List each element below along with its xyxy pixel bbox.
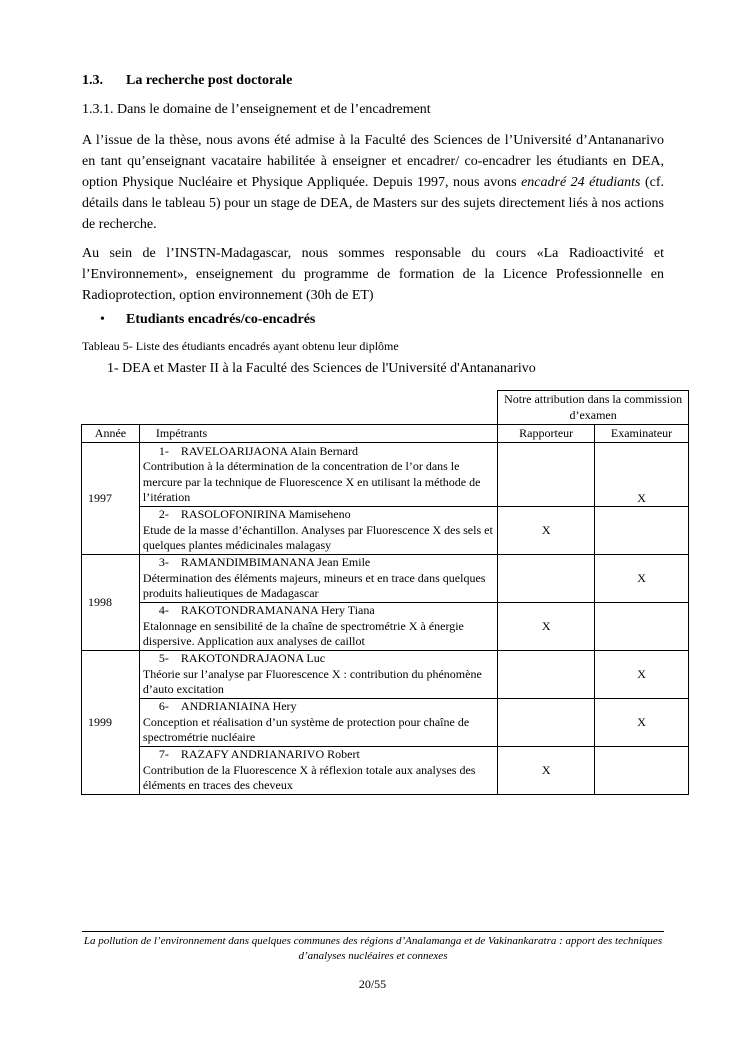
thesis-title: Etude de la masse d’échantillon. Analyses par Fluorescence X des sels et quelques plantes médicinales malagasy — [142, 522, 493, 553]
student-number: 4- — [158, 603, 169, 618]
bullet-item — [100, 312, 315, 328]
table-row — [82, 507, 689, 555]
student-name: RAKOTONDRAMANANA Hery Tiana — [180, 603, 375, 618]
thesis-title: Contribution à la détermination de la concentration de l’or dans le mercure par la technique de Fluorescence X en utilisant la méthode de l’itération — [142, 459, 481, 504]
examinateur-mark — [595, 747, 689, 795]
examinateur-mark: X — [595, 699, 689, 747]
examinateur-mark — [595, 603, 689, 651]
student-cell — [139, 699, 497, 747]
year-cell: 1998 — [82, 555, 140, 651]
rapporteur-mark — [498, 699, 595, 747]
students-table — [81, 390, 689, 795]
rapporteur-mark: X — [498, 747, 595, 795]
student-cell — [139, 555, 497, 603]
student-number: 2- — [158, 507, 169, 522]
student-name: RAVELOARIJAONA Alain Bernard — [180, 443, 359, 458]
examinateur-mark — [595, 507, 689, 555]
table-row — [82, 555, 689, 603]
paragraph-teaching-start: A l’issue de la thèse, nous avons été admise à la Faculté des Sciences de l’Université d’Antananarivo en tant qu’enseignant vacataire habilitée à enseigner et encadrer/ co-encadrer les étudiants en DEA, option Physique Nucléaire et Physique Appliquée. Depuis 1997, nous avons — [82, 133, 664, 190]
rapporteur-mark — [498, 443, 595, 507]
header-examinateur: Examinateur — [595, 425, 689, 443]
header-rapporteur: Rapporteur — [498, 425, 595, 443]
header-year: Année — [82, 425, 140, 443]
student-number: 7- — [158, 747, 169, 762]
table-row — [82, 747, 689, 795]
table-row — [82, 651, 689, 699]
student-cell — [139, 747, 497, 795]
section-number: 1.3. — [82, 73, 103, 88]
examinateur-mark: X — [595, 443, 689, 507]
student-cell — [139, 507, 497, 555]
thesis-title: Contribution de la Fluorescence X à réflexion totale aux analyses des éléments en traces des cheveux — [142, 762, 476, 793]
table-group-header-row — [82, 391, 689, 425]
rapporteur-mark: X — [498, 603, 595, 651]
page-number: 20/55 — [358, 977, 387, 991]
student-number: 6- — [158, 699, 169, 714]
table-row — [82, 603, 689, 651]
student-cell — [139, 603, 497, 651]
student-number: 3- — [158, 555, 169, 570]
student-name: RAMANDIMBIMANANA Jean Emile — [180, 555, 371, 570]
table-row — [82, 699, 689, 747]
thesis-title: Théorie sur l’analyse par Fluorescence X : contribution du phénomène d’auto excitation — [142, 666, 482, 697]
list-heading: 1- DEA et Master II à la Faculté des Sciences de l'Université d'Antananarivo — [107, 361, 536, 376]
student-name: ANDRIANIAINA Hery — [180, 699, 297, 714]
rapporteur-mark — [498, 555, 595, 603]
section-title: La recherche post doctorale — [126, 73, 293, 88]
thesis-title: Détermination des éléments majeurs, mineurs et en trace dans quelques produits halieutiques de Madagascar — [142, 570, 486, 601]
table-header-row — [82, 425, 689, 443]
student-number: 5- — [158, 651, 169, 666]
student-name: RAKOTONDRAJAONA Luc — [180, 651, 326, 666]
subsection-heading: 1.3.1. Dans le domaine de l’enseignement et de l’encadrement — [82, 102, 431, 117]
student-name: RAZAFY ANDRIANARIVO Robert — [180, 747, 360, 762]
student-cell — [139, 443, 497, 507]
rapporteur-mark — [498, 651, 595, 699]
paragraph-teaching-end: (cf. détails dans le tableau 5) pour un stage de DEA, de Masters sur des sujets directement liés à nos actions de recherche. — [82, 175, 665, 232]
page-footer: La pollution de l’environnement dans quelques communes des régions d’Analamanga et de Vakinankaratra : apport des techniques d’analyses nucléaires et connexes — [83, 935, 663, 962]
section-heading — [82, 73, 292, 89]
paragraph-teaching-emphasis: encadré 24 étudiants — [521, 175, 641, 190]
group-header: Notre attribution dans la commission d’examen — [498, 391, 689, 425]
paragraph-teaching — [82, 130, 664, 235]
year-cell: 1999 — [82, 651, 140, 795]
header-students: Impétrants — [139, 425, 497, 443]
examinateur-mark: X — [595, 651, 689, 699]
rapporteur-mark: X — [498, 507, 595, 555]
thesis-title: Etalonnage en sensibilité de la chaîne de spectrométrie X à énergie dispersive. Application aux analyses de caillot — [142, 618, 464, 649]
paragraph-instn: Au sein de l’INSTN-Madagascar, nous sommes responsable du cours «La Radioactivité et l’Environnement», enseignement du programme de formation de la Licence Professionnelle en Radioprotection, option environnement (30h de ET) — [82, 246, 664, 303]
bullet-label: Etudiants encadrés/co-encadrés — [126, 312, 316, 327]
bullet-icon: • — [100, 312, 105, 327]
student-number: 1- — [158, 443, 169, 458]
year-cell: 1997 — [82, 443, 140, 555]
footer-divider — [82, 931, 664, 932]
table-row — [82, 443, 689, 507]
student-cell — [139, 651, 497, 699]
examinateur-mark: X — [595, 555, 689, 603]
thesis-title: Conception et réalisation d’un système de protection pour chaîne de spectrométrie nucléaire — [142, 714, 470, 745]
student-name: RASOLOFONIRINA Mamiseheno — [180, 507, 351, 522]
table-caption: Tableau 5- Liste des étudiants encadrés ayant obtenu leur diplôme — [82, 339, 399, 353]
